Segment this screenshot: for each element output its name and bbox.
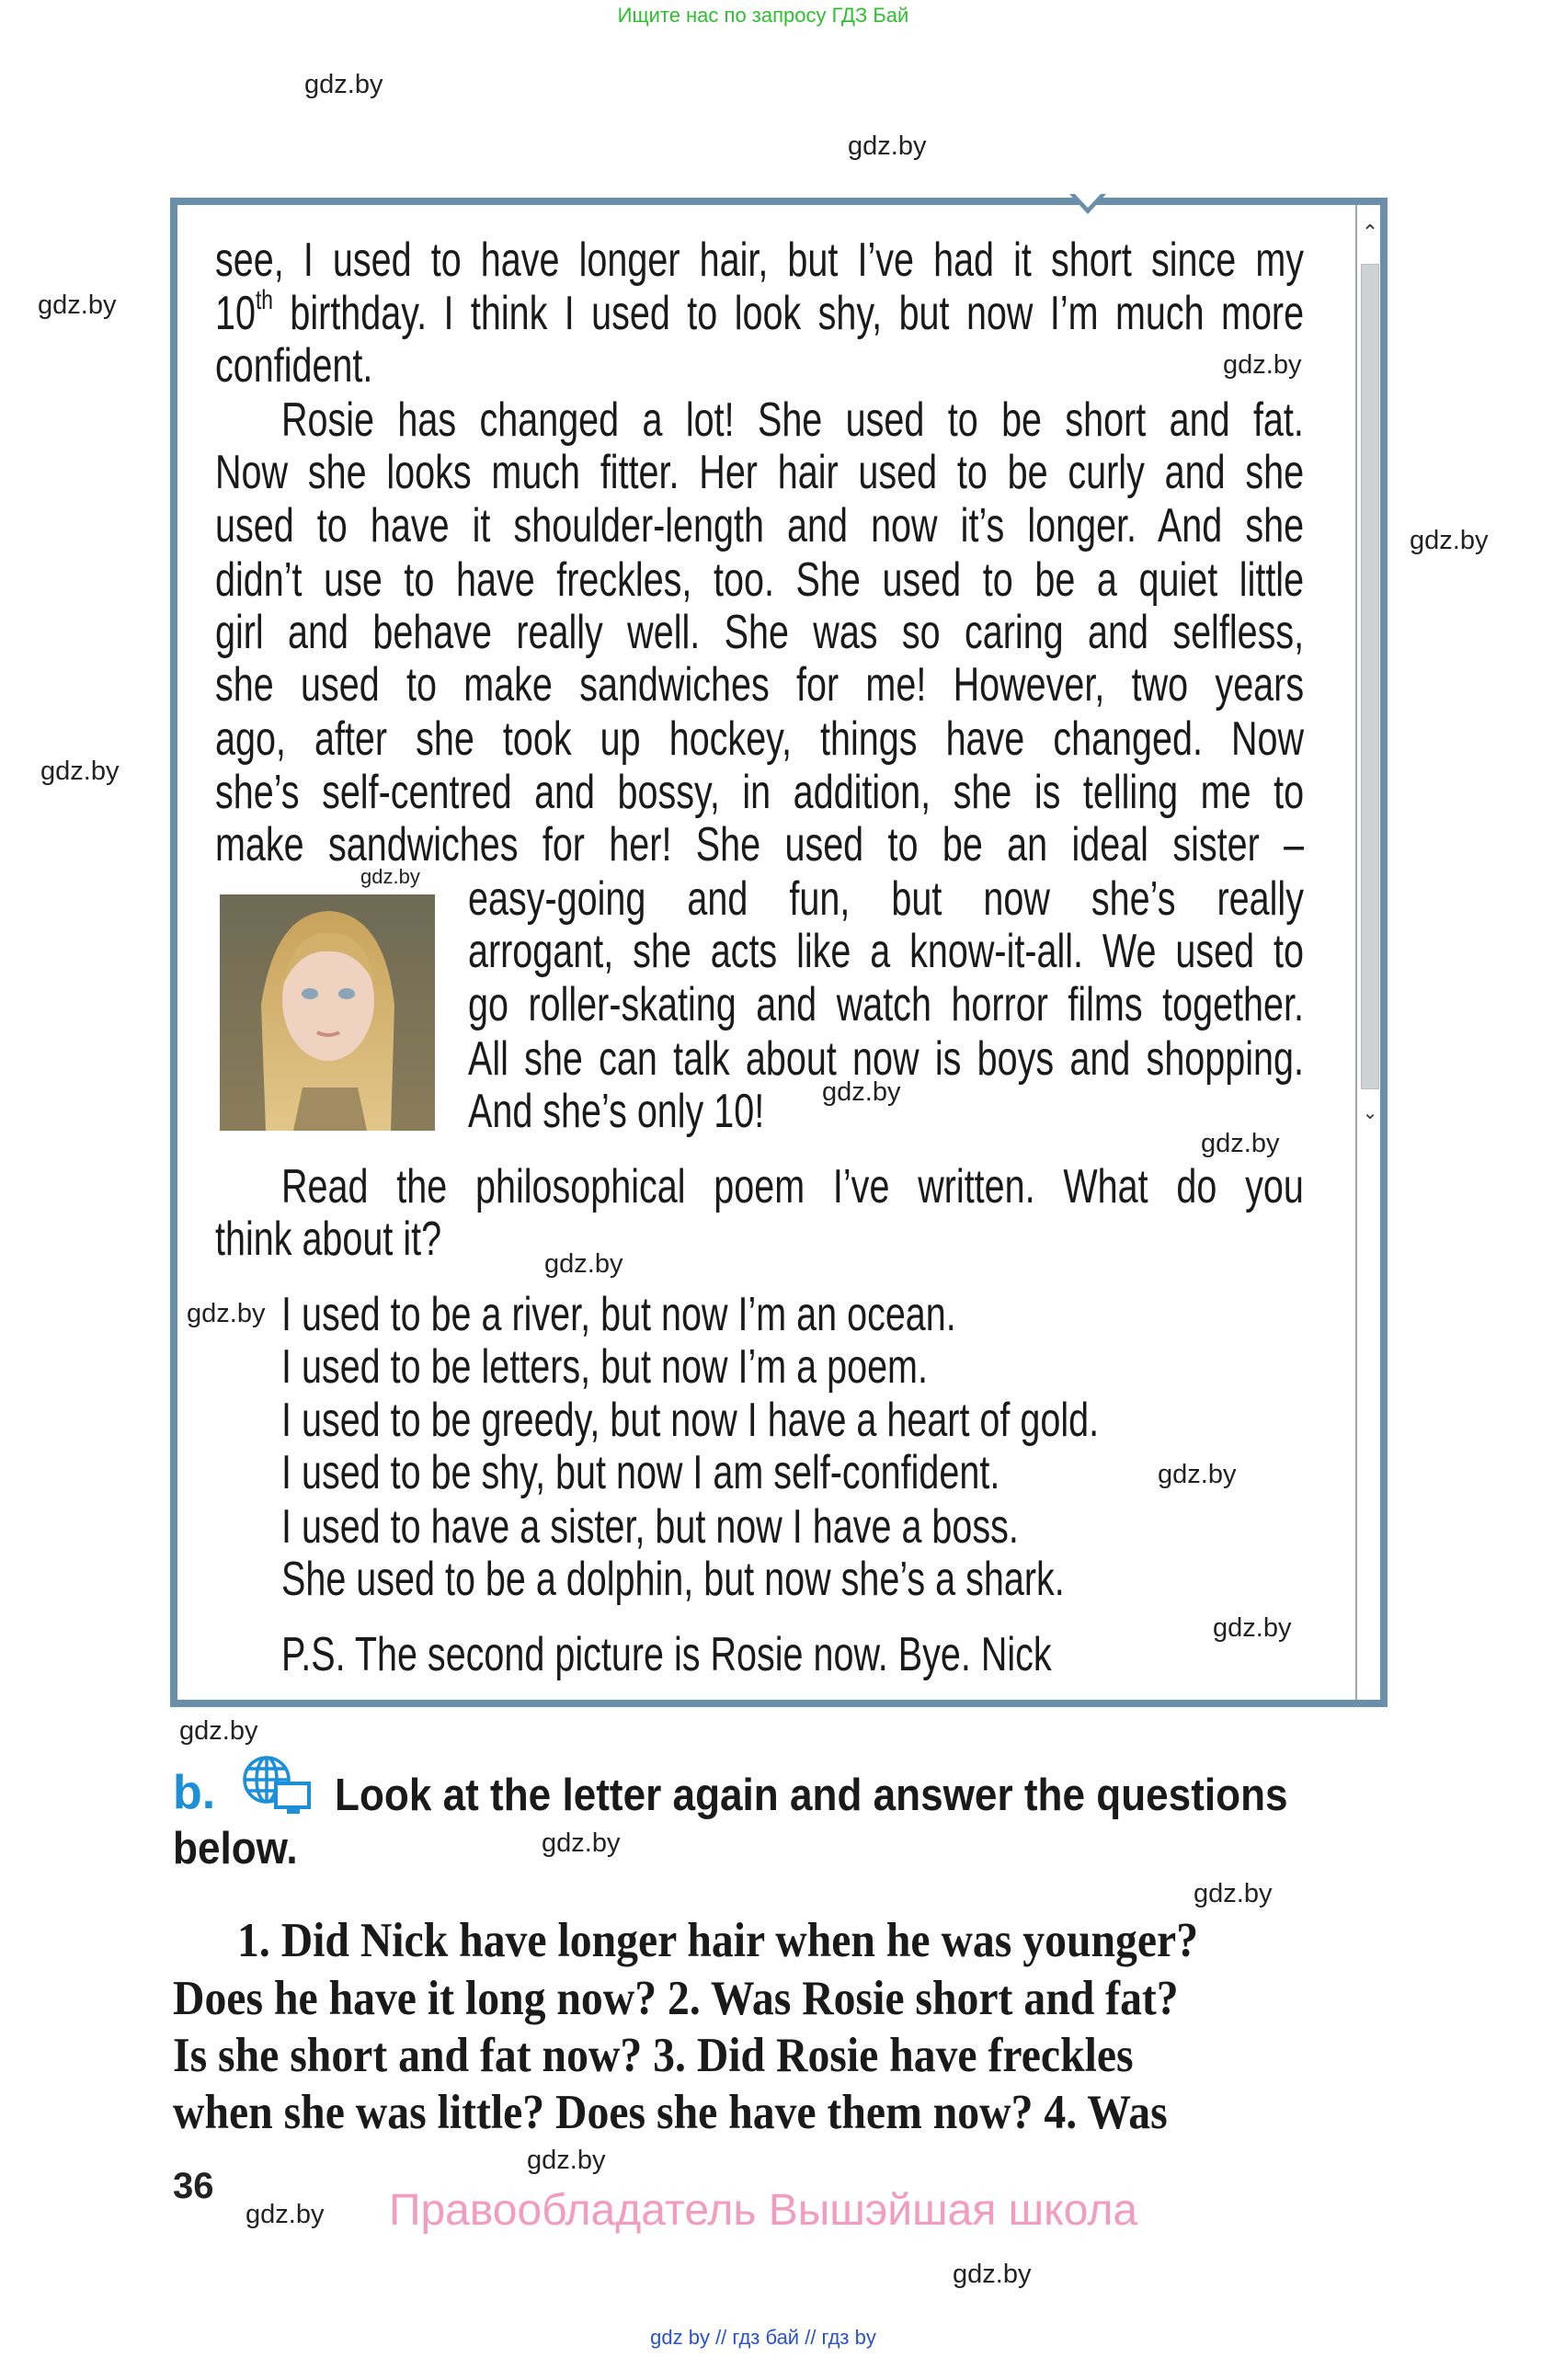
letter-line: easy-going and fun, but now she’s really xyxy=(468,872,1304,926)
top-note: Ищите нас по запросу ГДЗ Бай xyxy=(617,4,909,27)
watermark: gdz.by xyxy=(1213,1613,1292,1643)
scrollbar-track[interactable] xyxy=(1355,205,1357,1700)
watermark: gdz.by xyxy=(848,131,927,161)
watermark: gdz.by xyxy=(179,1716,258,1746)
question-line: when she was little? Does she have them now? 4. Was xyxy=(173,2086,1168,2139)
letter-line: didn’t use to have freckles, too. She used to be a quiet little xyxy=(215,553,1305,607)
letter-line: she’s self-centred and bossy, in addition, she is telling me to xyxy=(215,766,1305,819)
question-line: Does he have it long now? 2. Was Rosie short and fat? xyxy=(173,1972,1179,2025)
letter-line: Read the philosophical poem I’ve written. What do you xyxy=(281,1160,1304,1213)
letter-line: make sandwiches for her! She used to be an ideal sister – xyxy=(215,818,1305,871)
letter-line: think about it? xyxy=(215,1213,442,1266)
letter-line: girl and behave really well. She was so caring and selfless, xyxy=(215,606,1305,659)
letter-line: arrogant, she acts like a know-it-all. We used to xyxy=(468,925,1304,978)
letter-line: Rosie has changed a lot! She used to be short and fat. xyxy=(281,393,1304,447)
footer-links[interactable]: gdz by // гдз бай // гдз by xyxy=(650,2326,876,2349)
letter-line: go roller-skating and watch horror films together. xyxy=(468,978,1304,1031)
letter-line: confident. xyxy=(215,339,373,393)
copyright-notice: Правообладатель Вышэйшая школа xyxy=(388,2186,1138,2235)
scroll-up-icon[interactable]: ⌃ xyxy=(1361,221,1379,244)
rosie-photo xyxy=(220,894,435,1131)
watermark: gdz.by xyxy=(1410,526,1489,555)
watermark: gdz.by xyxy=(1158,1460,1237,1489)
watermark: gdz.by xyxy=(187,1299,266,1328)
task-instruction: Look at the letter again and answer the questions xyxy=(335,1771,1288,1820)
watermark: gdz.by xyxy=(544,1249,623,1279)
poem-line: I used to be a river, but now I’m an ocean. xyxy=(281,1288,956,1341)
letter-text-fragment: birthday. I think I used to look shy, but now I’m much more xyxy=(272,287,1305,340)
letter-line: used to have it shoulder-length and now it’s longer. And she xyxy=(215,499,1305,552)
page-number: 36 xyxy=(173,2166,214,2206)
letter-line: ago, after she took up hockey, things have changed. Now xyxy=(215,712,1305,766)
task-instruction-cont: below. xyxy=(173,1824,298,1873)
watermark: gdz.by xyxy=(304,70,383,99)
scrollbar-thumb[interactable] xyxy=(1361,264,1379,1089)
letter-line: All she can talk about now is boys and shopping. xyxy=(468,1032,1304,1086)
frame-notch-inner xyxy=(1075,194,1101,208)
poem-line: I used to be letters, but now I’m a poem. xyxy=(281,1340,928,1394)
letter-line: Now she looks much fitter. Her hair used to be curly and she xyxy=(215,446,1305,499)
watermark: gdz.by xyxy=(953,2260,1032,2289)
task-letter: b. xyxy=(173,1766,216,1819)
letter-line: And she’s only 10! xyxy=(468,1085,765,1138)
superscript: th xyxy=(255,285,273,315)
watermark: gdz.by xyxy=(822,1077,901,1107)
letter-text-fragment: 10 xyxy=(215,287,256,340)
watermark: gdz.by xyxy=(38,290,117,320)
scroll-down-icon[interactable]: ⌄ xyxy=(1362,1103,1378,1123)
question-line: Is she short and fat now? 3. Did Rosie have freckles xyxy=(173,2029,1134,2082)
globe-computer-icon xyxy=(241,1754,314,1818)
poem-line: I used to have a sister, but now I have a boss. xyxy=(281,1500,1019,1554)
watermark: gdz.by xyxy=(527,2146,606,2175)
poem-line: I used to be greedy, but now I have a heart of gold. xyxy=(281,1394,1100,1447)
watermark: gdz.by xyxy=(246,2200,325,2229)
poem-line: She used to be a dolphin, but now she’s a shark. xyxy=(281,1553,1065,1606)
letter-line: she used to make sandwiches for me! However, two years xyxy=(215,658,1305,712)
postscript: P.S. The second picture is Rosie now. Bye. Nick xyxy=(281,1628,1052,1681)
watermark: gdz.by xyxy=(542,1828,621,1858)
question-line: 1. Did Nick have longer hair when he was younger? xyxy=(237,1914,1199,1967)
poem-line: I used to be shy, but now I am self-confident. xyxy=(281,1446,1000,1499)
watermark: gdz.by xyxy=(1194,1879,1273,1908)
watermark: gdz.by xyxy=(1223,350,1302,380)
watermark: gdz.by xyxy=(40,757,120,786)
letter-line: see, I used to have longer hair, but I’ve had it short since my xyxy=(215,233,1305,287)
watermark: gdz.by xyxy=(360,865,420,888)
letter-line xyxy=(215,286,1304,341)
watermark: gdz.by xyxy=(1201,1129,1280,1158)
